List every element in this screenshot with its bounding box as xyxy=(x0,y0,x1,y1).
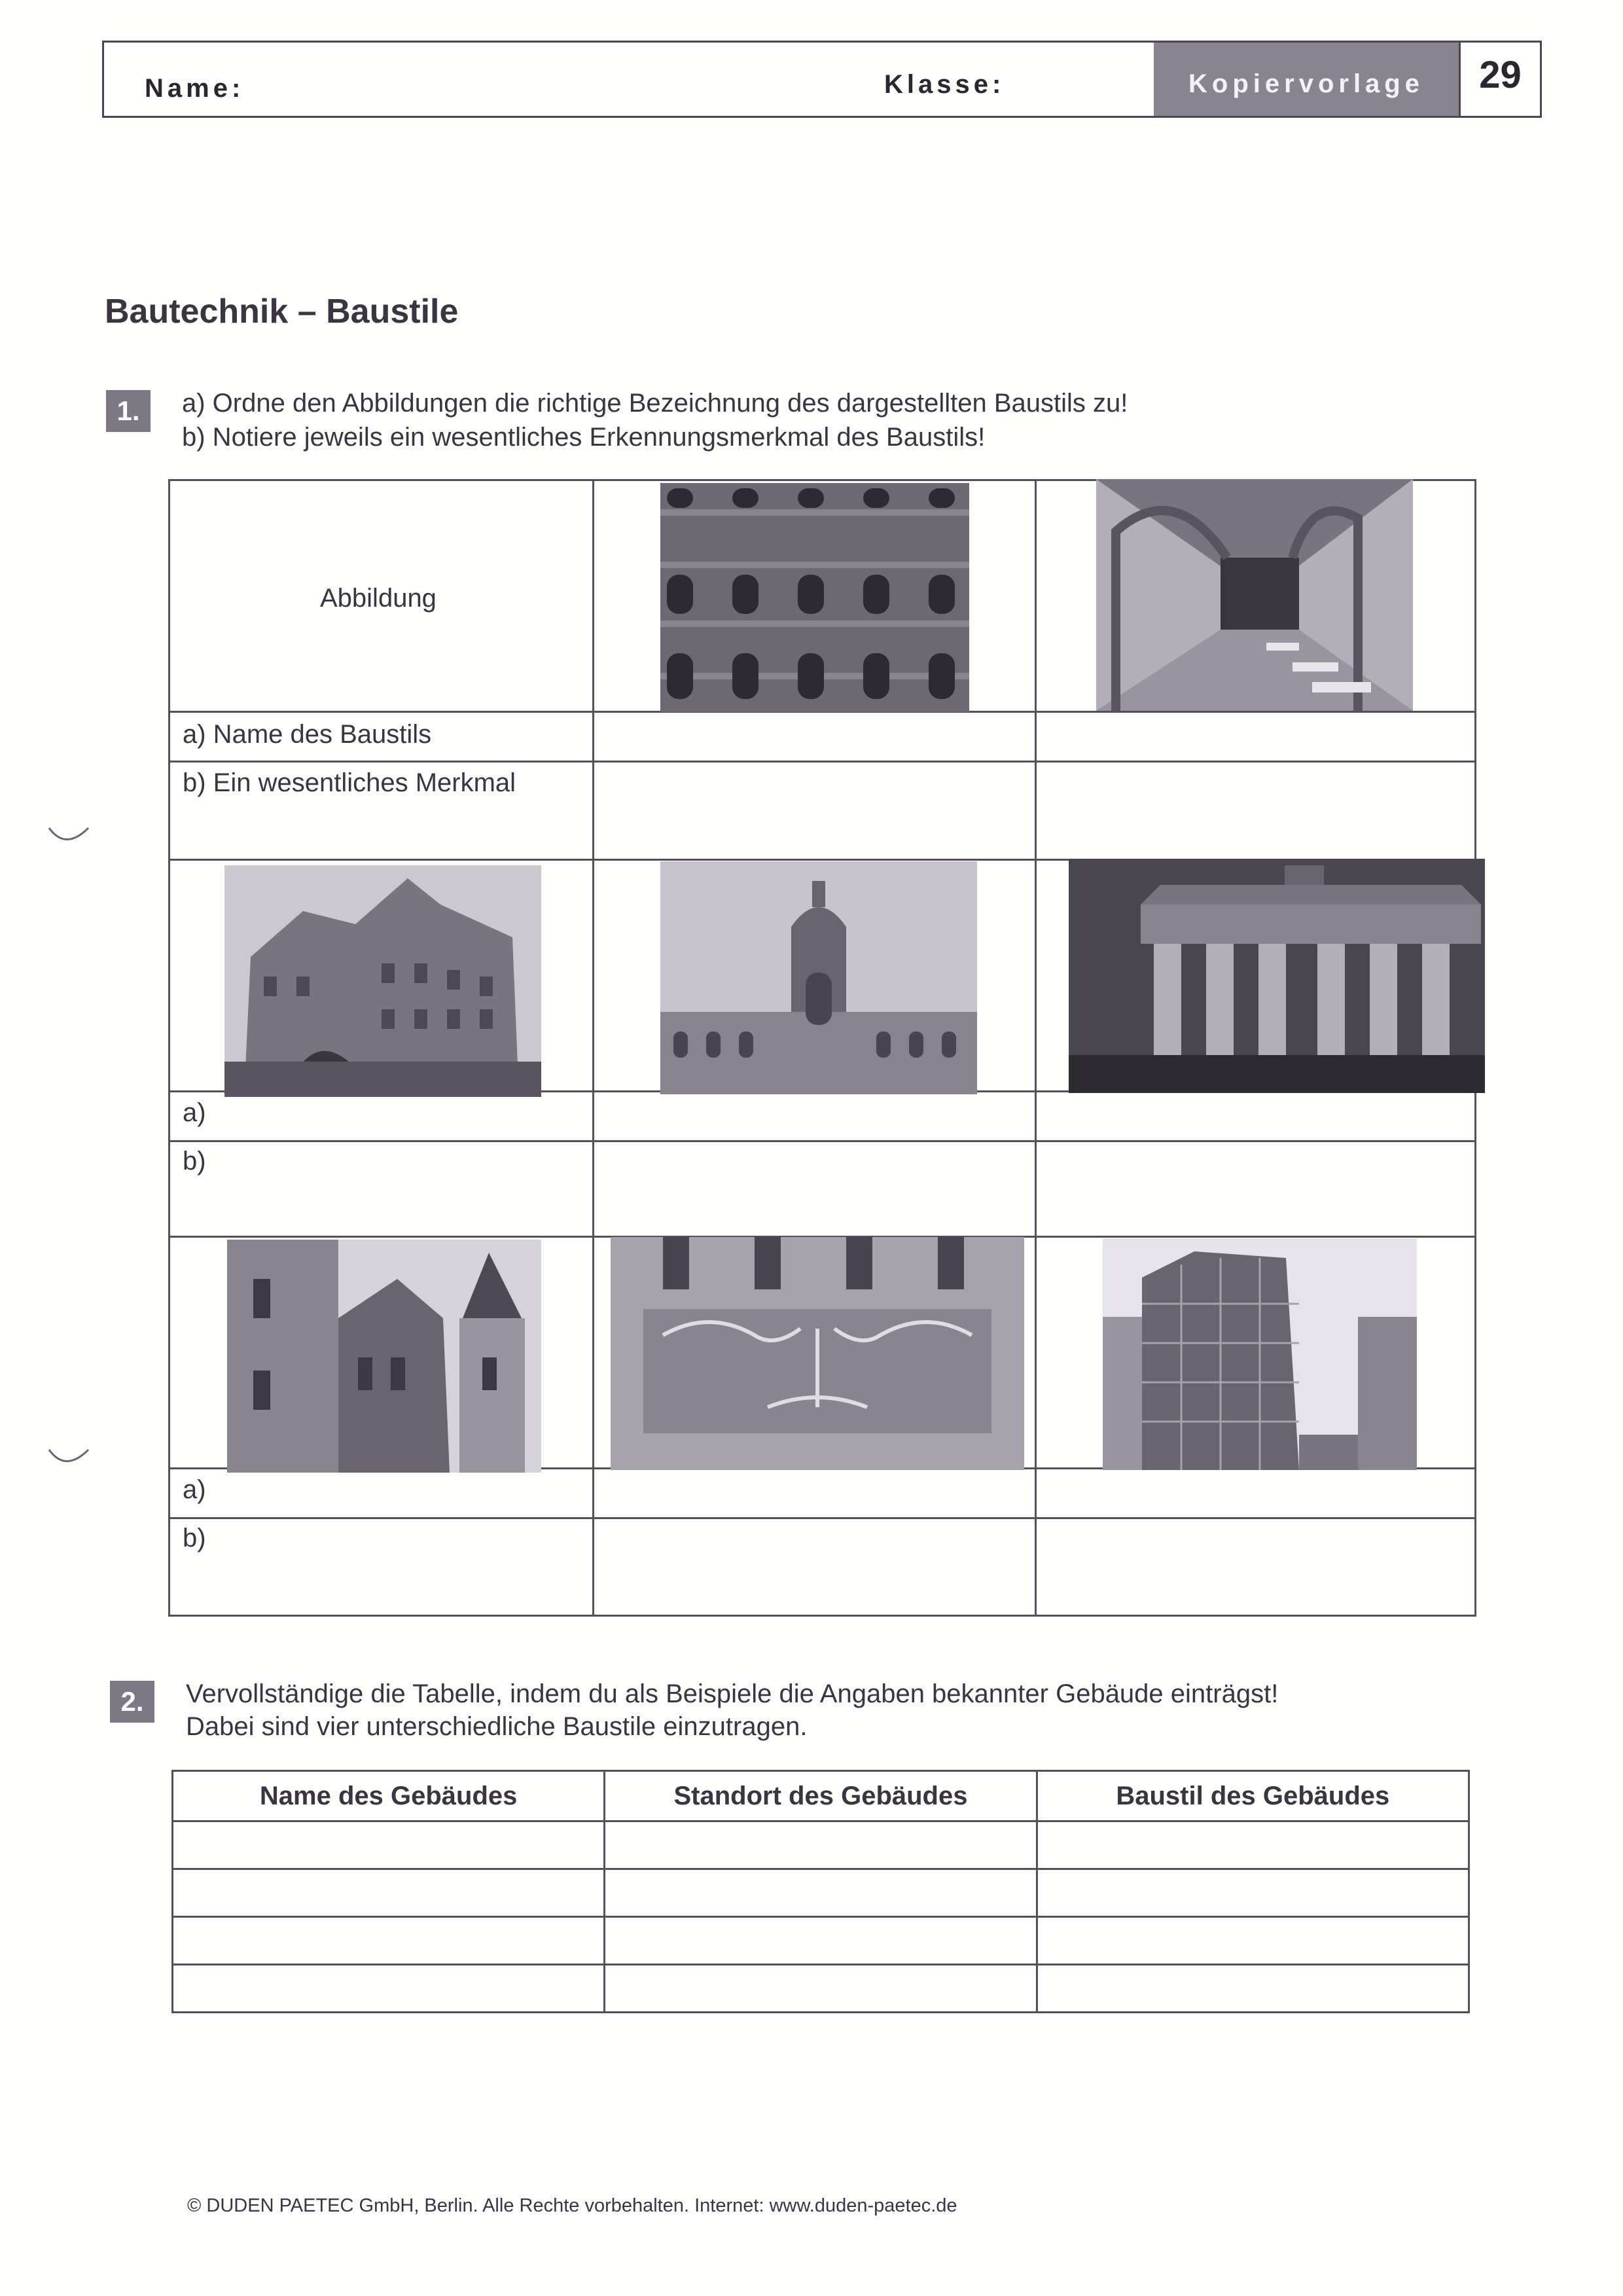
name-label: Name: xyxy=(145,74,245,103)
punch-hole-mark xyxy=(46,825,92,851)
building-table xyxy=(171,1770,1470,2013)
task-2-instruction-1: Vervollständige die Tabelle, indem du als Beispiele die Angaben bekannter Gebäude einträgst! xyxy=(186,1679,1279,1708)
column-header-name: Name des Gebäudes xyxy=(173,1771,605,1821)
photo-art-nouveau-ornament xyxy=(611,1237,1024,1470)
table-cell[interactable] xyxy=(1037,1917,1469,1965)
header-box xyxy=(102,41,1542,118)
table-border xyxy=(168,1140,1476,1142)
class-label: Klasse: xyxy=(884,70,1005,99)
column-header-style: Baustil des Gebäudes xyxy=(1037,1771,1469,1821)
photo-modern-building xyxy=(1103,1238,1417,1470)
task-1-instruction-b: b) Notiere jeweils ein wesentliches Erkennungsmerkmal des Baustils! xyxy=(182,423,986,452)
style-table xyxy=(168,479,1477,1617)
punch-hole-mark xyxy=(46,1446,92,1473)
table-row xyxy=(173,1821,1469,1869)
table-cell[interactable] xyxy=(173,1917,605,1965)
table-cell[interactable] xyxy=(173,1821,605,1869)
table-cell[interactable] xyxy=(605,1821,1037,1869)
table-border xyxy=(168,1517,1476,1519)
table-cell[interactable] xyxy=(605,1917,1037,1965)
photo-cloister xyxy=(1096,479,1413,711)
table-border xyxy=(1035,479,1037,1617)
table-row xyxy=(173,1917,1469,1965)
table-border xyxy=(592,479,594,1617)
photo-renaissance-castle xyxy=(224,865,541,1097)
table-cell[interactable] xyxy=(173,1869,605,1917)
page-number: 29 xyxy=(1459,43,1540,116)
photo-historicist-facade xyxy=(227,1240,541,1473)
table-cell[interactable] xyxy=(605,1965,1037,2013)
table-cell[interactable] xyxy=(1037,1965,1469,2013)
table-cell[interactable] xyxy=(173,1965,605,2013)
task-2-instruction-2: Dabei sind vier unterschiedliche Baustile einzutragen. xyxy=(186,1712,808,1741)
task-1-badge: 1. xyxy=(106,390,151,432)
photo-baroque-pavilion xyxy=(660,861,977,1094)
row-label-style-name: a) Name des Baustils xyxy=(183,720,432,749)
table-border xyxy=(168,1615,1476,1617)
table-row xyxy=(173,1965,1469,2013)
task-1-instruction-a: a) Ordne den Abbildungen die richtige Bezeichnung des dargestellten Baustils zu! xyxy=(182,389,1128,418)
table-border xyxy=(168,479,170,1617)
table-cell[interactable] xyxy=(1037,1869,1469,1917)
row-label-a: a) xyxy=(183,1098,206,1127)
page-title: Bautechnik – Baustile xyxy=(105,293,459,331)
copyright-footer: © DUDEN PAETEC GmbH, Berlin. Alle Rechte vorbehalten. Internet: www.duden-paetec.de xyxy=(187,2195,957,2216)
table-border xyxy=(168,761,1476,762)
table-row xyxy=(173,1869,1469,1917)
photo-classicist-gate xyxy=(1069,859,1485,1093)
column-header-location: Standort des Gebäudes xyxy=(605,1771,1037,1821)
header-label-abbildung: Abbildung xyxy=(320,584,437,613)
row-label-b: b) xyxy=(183,1147,206,1175)
template-badge: Kopiervorlage xyxy=(1154,43,1459,116)
photo-brick-facade xyxy=(660,483,969,712)
table-header-row xyxy=(173,1771,1469,1821)
row-label-b: b) xyxy=(183,1524,206,1552)
table-cell[interactable] xyxy=(1037,1821,1469,1869)
row-label-feature: b) Ein wesentliches Merkmal xyxy=(183,768,516,797)
row-label-a: a) xyxy=(183,1475,206,1504)
table-cell[interactable] xyxy=(605,1869,1037,1917)
task-2-badge: 2. xyxy=(110,1681,154,1723)
